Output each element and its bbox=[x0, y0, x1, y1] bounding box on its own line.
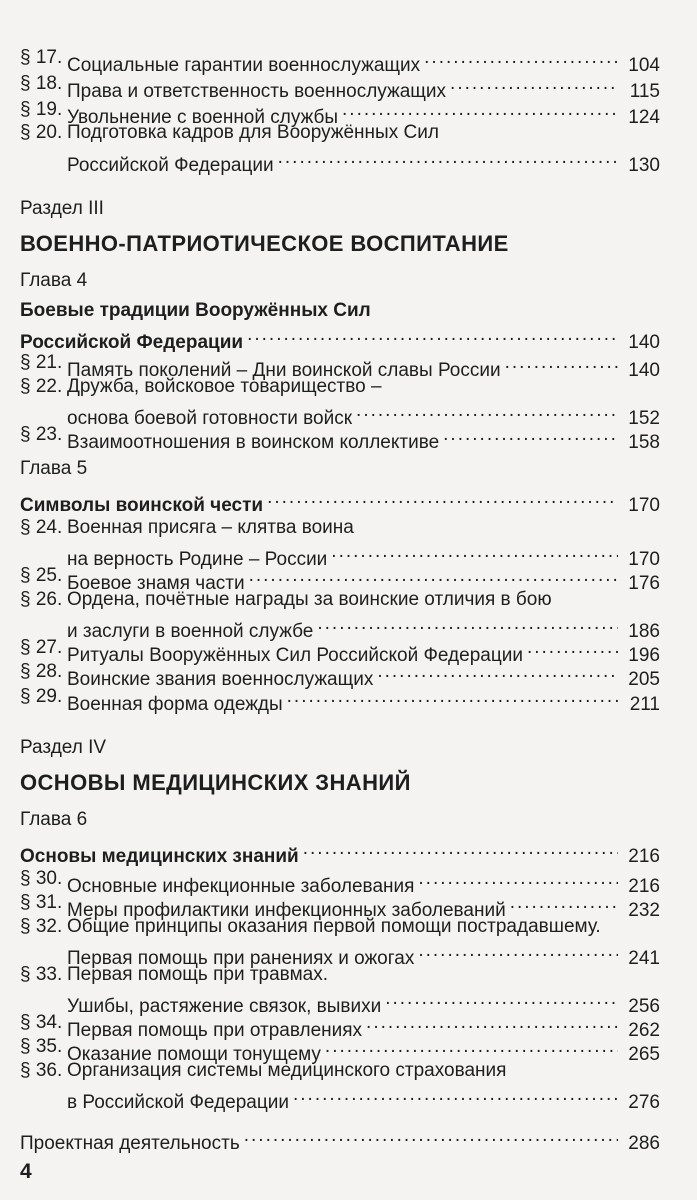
toc-title: в Российской Федерации bbox=[67, 1092, 289, 1113]
toc-title: Проектная деятельность bbox=[20, 1133, 240, 1154]
leader-dots bbox=[527, 635, 618, 661]
leader-dots bbox=[317, 611, 618, 637]
toc-title: Права и ответственность военнослужащих bbox=[67, 81, 447, 102]
toc-page: 140 bbox=[628, 360, 660, 381]
toc-page: 286 bbox=[628, 1133, 660, 1154]
toc-page: 241 bbox=[628, 948, 660, 969]
toc-entry-project bbox=[20, 1123, 660, 1154]
toc-page: 216 bbox=[628, 876, 660, 897]
toc-entry-35 bbox=[20, 1034, 660, 1065]
section-label: Раздел III bbox=[20, 198, 104, 219]
toc-title-line1: Организация системы медицинского страхования bbox=[67, 1060, 507, 1081]
toc-entry-36-cont bbox=[20, 1082, 660, 1113]
toc-page: 124 bbox=[628, 107, 660, 128]
toc-entry-32 bbox=[20, 914, 660, 940]
toc-entry-33 bbox=[20, 962, 660, 988]
toc-title: Основы медицинских знаний bbox=[20, 846, 299, 867]
table-of-contents bbox=[20, 0, 660, 1200]
leader-dots bbox=[510, 890, 618, 916]
toc-title-line1: Первая помощь при травмах. bbox=[67, 964, 328, 985]
toc-title: Ритуалы Вооружённых Сил Российской Федерации bbox=[67, 645, 523, 666]
toc-number: § 28. bbox=[20, 661, 63, 682]
leader-dots bbox=[247, 322, 618, 348]
toc-page: 205 bbox=[628, 669, 660, 690]
toc-number: § 35. bbox=[20, 1036, 63, 1057]
toc-number: § 18. bbox=[20, 73, 63, 94]
toc-number: § 29. bbox=[20, 686, 63, 707]
leader-dots bbox=[356, 398, 618, 424]
toc-entry-34 bbox=[20, 1010, 660, 1041]
toc-number: § 20. bbox=[20, 122, 63, 143]
leader-dots bbox=[278, 145, 618, 171]
toc-title-line1: Дружба, войсковое товарищество – bbox=[67, 376, 382, 397]
leader-dots bbox=[418, 938, 618, 964]
leader-dots bbox=[325, 1034, 618, 1060]
toc-page: 262 bbox=[628, 1020, 660, 1041]
chapter-label: Глава 5 bbox=[20, 458, 88, 479]
toc-title: Ушибы, растяжение связок, вывихи bbox=[67, 996, 382, 1017]
toc-number: § 27. bbox=[20, 637, 63, 658]
toc-page: 158 bbox=[628, 432, 660, 453]
leader-dots bbox=[450, 71, 618, 97]
toc-number: § 30. bbox=[20, 868, 63, 889]
toc-entry-20 bbox=[20, 120, 660, 146]
toc-entry-30 bbox=[20, 866, 660, 897]
toc-title: Основные инфекционные заболевания bbox=[67, 876, 415, 897]
toc-number: § 21. bbox=[20, 352, 63, 373]
toc-entry-25 bbox=[20, 563, 660, 594]
leader-dots bbox=[366, 1010, 618, 1036]
toc-page: 196 bbox=[628, 645, 660, 666]
toc-page: 115 bbox=[629, 81, 660, 102]
section-heading: ВОЕННО-ПАТРИОТИЧЕСКОЕ ВОСПИТАНИЕ bbox=[20, 231, 509, 256]
leader-dots bbox=[249, 563, 618, 589]
leader-dots bbox=[293, 1082, 618, 1108]
toc-entry-36 bbox=[20, 1058, 660, 1084]
toc-entry-24 bbox=[20, 515, 660, 541]
leader-dots bbox=[418, 866, 618, 892]
toc-entry-18 bbox=[20, 71, 660, 102]
toc-entry-20-cont bbox=[20, 145, 660, 176]
toc-entry-29 bbox=[20, 684, 660, 715]
toc-page: 276 bbox=[628, 1092, 660, 1113]
section-label: Раздел IV bbox=[20, 737, 107, 758]
toc-title: Увольнение с военной службы bbox=[67, 107, 339, 128]
toc-title-line1: Подготовка кадров для Вооружённых Сил bbox=[67, 122, 439, 143]
toc-entry-28 bbox=[20, 659, 660, 690]
toc-page: 256 bbox=[628, 996, 660, 1017]
toc-title: Взаимоотношения в воинском коллективе bbox=[67, 432, 440, 453]
chapter-title-line1: Боевые традиции Вооружённых Сил bbox=[20, 300, 371, 321]
leader-dots bbox=[505, 350, 618, 376]
page-number: 4 bbox=[20, 1160, 32, 1183]
toc-page: 265 bbox=[628, 1044, 660, 1065]
toc-page: 170 bbox=[628, 495, 660, 516]
toc-page: 140 bbox=[628, 332, 660, 353]
toc-title: Воинские звания военнослужащих bbox=[67, 669, 374, 690]
toc-number: § 26. bbox=[20, 589, 63, 610]
toc-title: и заслуги в военной службе bbox=[67, 621, 314, 642]
toc-number: § 17. bbox=[20, 47, 63, 68]
toc-page: 232 bbox=[628, 900, 660, 921]
toc-page: 216 bbox=[628, 846, 660, 867]
toc-number: § 19. bbox=[20, 99, 63, 120]
toc-entry-22 bbox=[20, 374, 660, 400]
toc-page: 152 bbox=[628, 408, 660, 429]
toc-title: Российской Федерации bbox=[67, 155, 274, 176]
toc-title: Российской Федерации bbox=[20, 332, 244, 353]
leader-dots bbox=[377, 659, 618, 685]
leader-dots bbox=[443, 422, 618, 448]
toc-entry-24-cont bbox=[20, 539, 660, 570]
toc-number: § 25. bbox=[20, 565, 63, 586]
toc-entry-21 bbox=[20, 350, 660, 381]
toc-number: § 32. bbox=[20, 916, 63, 937]
toc-title: Символы воинской чести bbox=[20, 495, 264, 516]
toc-entry-26-cont bbox=[20, 611, 660, 642]
chapter-label: Глава 4 bbox=[20, 270, 88, 291]
toc-number: § 31. bbox=[20, 892, 63, 913]
leader-dots bbox=[287, 684, 618, 710]
toc-page: 211 bbox=[629, 694, 660, 715]
toc-title: Меры профилактики инфекционных заболеваний bbox=[67, 900, 506, 921]
chapter-6-title bbox=[20, 836, 660, 867]
toc-number: § 24. bbox=[20, 517, 63, 538]
toc-title: Первая помощь при отравлениях bbox=[67, 1020, 363, 1041]
toc-page: 104 bbox=[628, 55, 660, 76]
toc-entry-31 bbox=[20, 890, 660, 921]
toc-page: 176 bbox=[628, 573, 660, 594]
toc-page: 170 bbox=[628, 549, 660, 570]
toc-title-line1: Военная присяга – клятва воина bbox=[67, 517, 354, 538]
toc-entry-27 bbox=[20, 635, 660, 666]
toc-title: Оказание помощи тонущему bbox=[67, 1044, 321, 1065]
chapter-4-title bbox=[20, 322, 660, 353]
toc-title: основа боевой готовности войск bbox=[67, 408, 353, 429]
chapter-label: Глава 6 bbox=[20, 809, 88, 830]
chapter-5-title bbox=[20, 485, 660, 516]
toc-title: Боевое знамя части bbox=[67, 573, 245, 594]
toc-title-line1: Общие принципы оказания первой помощи пострадавшему. bbox=[67, 916, 601, 937]
toc-number: § 33. bbox=[20, 964, 63, 985]
toc-title: Социальные гарантии военнослужащих bbox=[67, 55, 421, 76]
toc-entry-23 bbox=[20, 422, 660, 453]
toc-entry-22-cont bbox=[20, 398, 660, 429]
toc-number: § 36. bbox=[20, 1060, 63, 1081]
toc-entry-26 bbox=[20, 587, 660, 613]
leader-dots bbox=[267, 485, 618, 511]
toc-entry-17 bbox=[20, 45, 660, 76]
toc-number: § 22. bbox=[20, 376, 63, 397]
leader-dots bbox=[385, 986, 618, 1012]
toc-number: § 34. bbox=[20, 1012, 63, 1033]
section-heading: ОСНОВЫ МЕДИЦИНСКИХ ЗНАНИЙ bbox=[20, 770, 411, 795]
toc-title: Первая помощь при ранениях и ожогах bbox=[67, 948, 415, 969]
leader-dots bbox=[244, 1123, 618, 1149]
toc-entry-33-cont bbox=[20, 986, 660, 1017]
leader-dots bbox=[424, 45, 618, 71]
toc-entry-32-cont bbox=[20, 938, 660, 969]
toc-title: Военная форма одежды bbox=[67, 694, 283, 715]
toc-title: на верность Родине – России bbox=[67, 549, 328, 570]
leader-dots bbox=[331, 539, 618, 565]
leader-dots bbox=[303, 836, 618, 862]
toc-page: 130 bbox=[628, 155, 660, 176]
toc-title-line1: Ордена, почётные награды за воинские отличия в бою bbox=[67, 589, 552, 610]
toc-page: 186 bbox=[628, 621, 660, 642]
toc-title: Память поколений – Дни воинской славы России bbox=[67, 360, 501, 381]
toc-number: § 23. bbox=[20, 424, 63, 445]
